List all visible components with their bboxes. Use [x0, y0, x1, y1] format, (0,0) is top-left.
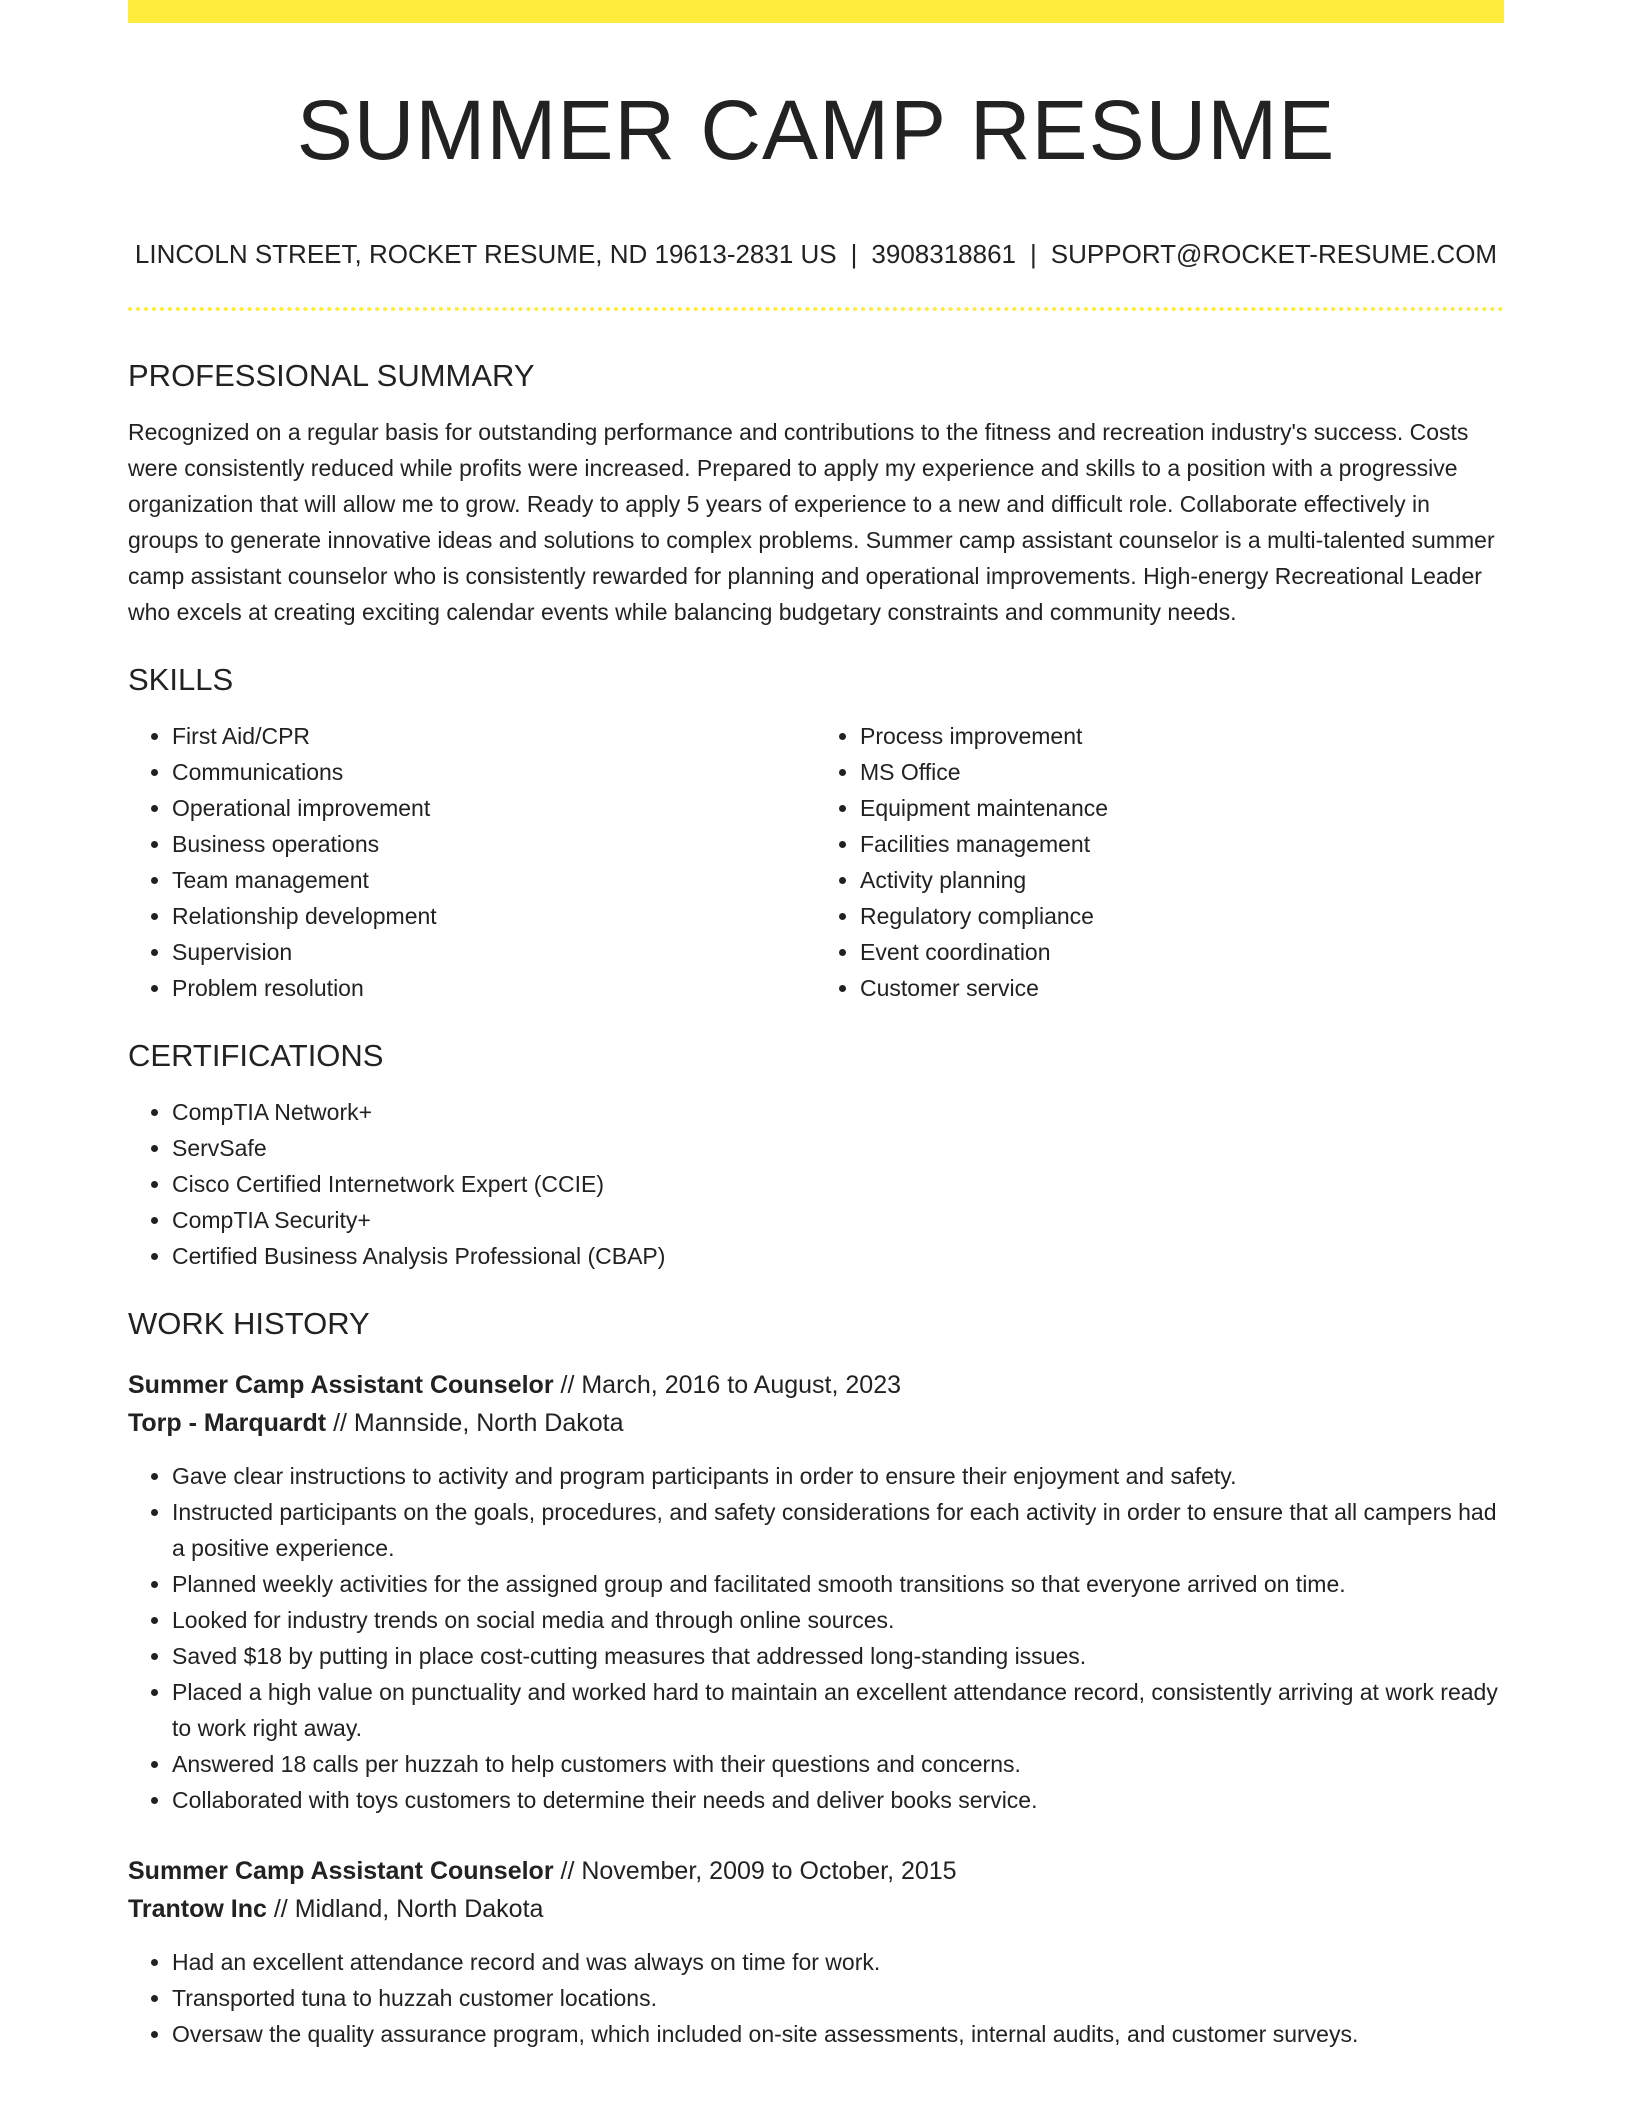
- skills-section: [128, 654, 1504, 1006]
- job-bullet: • Placed a high value on punctuality and worked hard to maintain an excellent attendance record, consistently arriving at work ready to work right away.: [172, 1674, 1504, 1746]
- skill-item: • Event coordination: [860, 934, 1504, 970]
- dotted-divider: [128, 307, 1504, 311]
- job-bullet: • Looked for industry trends on social media and through online sources.: [172, 1602, 1504, 1638]
- job-title: Summer Camp Assistant Counselor: [128, 1371, 554, 1399]
- certifications-list: [128, 1094, 1504, 1274]
- job-company-line: [128, 1890, 1504, 1928]
- summary-text: Recognized on a regular basis for outstanding performance and contributions to the fitness and recreation industry's success. Costs were consistently reduced while profits were increased. Prepared to apply my experience and skills to a position with a progressive organization that will allow me to grow. Ready to apply 5 years of experience to a new and difficult role. Collaborate effectively in groups to generate innovative ideas and solutions to complex problems. Summer camp assistant counselor is a multi-talented summer camp assistant counselor who is consistently rewarded for planning and operational improvements. High-energy Recreational Leader who excels at creating exciting calendar events while balancing budgetary constraints and community needs.: [128, 419, 1495, 625]
- resume-content: [128, 350, 1504, 2052]
- job-bullet: • Had an excellent attendance record and was always on time for work.: [172, 1944, 1504, 1980]
- skill-item: • Communications: [172, 754, 816, 790]
- contact-line: [128, 236, 1504, 272]
- summary-heading: PROFESSIONAL SUMMARY: [128, 358, 535, 393]
- job-bullet: • Gave clear instructions to activity and program participants in order to ensure their enjoyment and safety.: [172, 1458, 1504, 1494]
- job-title-line: [128, 1366, 1504, 1404]
- skill-item: • MS Office: [860, 754, 1504, 790]
- job-bullets: [128, 1944, 1504, 2052]
- certification-item: • CompTIA Network+: [172, 1094, 1504, 1130]
- skill-item: • Relationship development: [172, 898, 816, 934]
- job-bullet: • Oversaw the quality assurance program, which included on-site assessments, internal audits, and customer surveys.: [172, 2016, 1504, 2052]
- skill-item: • Equipment maintenance: [860, 790, 1504, 826]
- job-company-line: [128, 1404, 1504, 1442]
- separator: |: [1030, 239, 1037, 269]
- job-entry: [128, 1366, 1504, 1818]
- job-dates: // March, 2016 to August, 2023: [553, 1371, 902, 1399]
- phone: 3908318861: [871, 239, 1017, 269]
- certification-item: • Cisco Certified Internetwork Expert (CCIE): [172, 1166, 1504, 1202]
- skill-item: • Customer service: [860, 970, 1504, 1006]
- job-bullet: • Instructed participants on the goals, procedures, and safety considerations for each activity in order to ensure that all campers had a positive experience.: [172, 1494, 1504, 1566]
- skill-item: • Business operations: [172, 826, 816, 862]
- address: LINCOLN STREET, ROCKET RESUME, ND 19613-2831 US: [134, 239, 837, 269]
- skills-heading: SKILLS: [128, 662, 234, 697]
- job-title-line: [128, 1852, 1504, 1890]
- skills-columns: [128, 706, 1504, 1006]
- accent-bar: [128, 0, 1504, 23]
- skill-item: • First Aid/CPR: [172, 718, 816, 754]
- job-bullet: • Saved $18 by putting in place cost-cutting measures that addressed long-standing issues.: [172, 1638, 1504, 1674]
- work-history-section: [128, 1298, 1504, 2052]
- job-bullet: • Collaborated with toys customers to determine their needs and deliver books service.: [172, 1782, 1504, 1818]
- job-bullet: • Planned weekly activities for the assigned group and facilitated smooth transitions so that everyone arrived on time.: [172, 1566, 1504, 1602]
- job-location: // Mannside, North Dakota: [326, 1409, 624, 1437]
- skill-item: • Supervision: [172, 934, 816, 970]
- work-history-heading: WORK HISTORY: [128, 1306, 370, 1341]
- skills-list-right: [816, 718, 1504, 1006]
- skill-item: • Facilities management: [860, 826, 1504, 862]
- summary-section: [128, 350, 1504, 630]
- skill-item: • Team management: [172, 862, 816, 898]
- skill-item: • Regulatory compliance: [860, 898, 1504, 934]
- certifications-section: [128, 1030, 1504, 1274]
- skills-list-left: [128, 718, 816, 1006]
- job-company: Trantow Inc: [128, 1895, 267, 1923]
- skill-item: • Process improvement: [860, 718, 1504, 754]
- certifications-heading: CERTIFICATIONS: [128, 1038, 384, 1073]
- job-company: Torp - Marquardt: [128, 1409, 327, 1437]
- resume-title: SUMMER CAMP RESUME: [296, 83, 1336, 177]
- email: SUPPORT@ROCKET-RESUME.COM: [1050, 239, 1498, 269]
- job-title: Summer Camp Assistant Counselor: [128, 1857, 554, 1885]
- separator: |: [850, 239, 858, 269]
- job-dates: // November, 2009 to October, 2015: [553, 1857, 957, 1885]
- job-location: // Midland, North Dakota: [266, 1895, 544, 1923]
- job-bullet: • Transported tuna to huzzah customer locations.: [172, 1980, 1504, 2016]
- skill-item: • Activity planning: [860, 862, 1504, 898]
- skill-item: • Problem resolution: [172, 970, 816, 1006]
- certification-item: • ServSafe: [172, 1130, 1504, 1166]
- job-entry: [128, 1852, 1504, 2052]
- certification-item: • CompTIA Security+: [172, 1202, 1504, 1238]
- skill-item: • Operational improvement: [172, 790, 816, 826]
- job-bullets: [128, 1458, 1504, 1818]
- certification-item: • Certified Business Analysis Professional (CBAP): [172, 1238, 1504, 1274]
- job-bullet: • Answered 18 calls per huzzah to help customers with their questions and concerns.: [172, 1746, 1504, 1782]
